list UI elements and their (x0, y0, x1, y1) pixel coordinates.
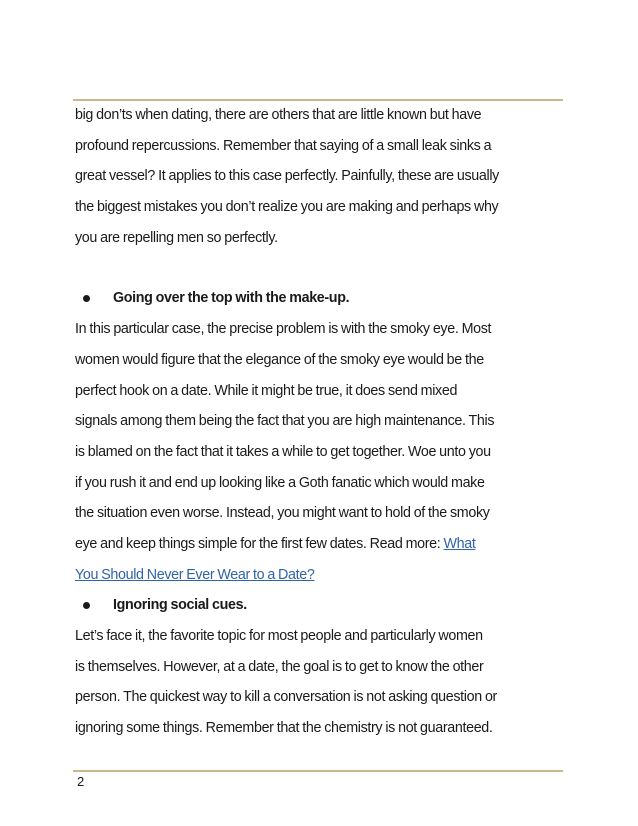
body-line: you are repelling men so perfectly. (75, 229, 278, 246)
paragraph-spacer (75, 253, 565, 283)
bullet-icon (83, 295, 90, 302)
body-line: profound repercussions. Remember that saying of a small leak sinks a (75, 137, 492, 154)
intro-paragraph (75, 100, 565, 253)
bullet-icon (83, 602, 90, 609)
body-line: is blamed on the fact that it takes a while to get together. Woe unto you (75, 443, 491, 460)
read-more-link-continued[interactable]: You Should Never Ever Wear to a Date? (75, 566, 315, 583)
body-line: In this particular case, the precise problem is with the smoky eye. Most (75, 321, 492, 338)
body-line-with-link (75, 560, 565, 591)
makeup-paragraph (75, 314, 565, 590)
section-heading-text: Going over the top with the make-up. (113, 290, 350, 307)
body-line: big don’ts when dating, there are others that are little known but have (75, 107, 482, 123)
bottom-rule (73, 770, 563, 772)
page-number: 2 (77, 774, 85, 789)
read-more-link[interactable]: What (443, 535, 476, 552)
body-line: women would figure that the elegance of the smoky eye would be the (75, 351, 484, 368)
page-body (75, 100, 565, 744)
read-more-prefix: eye and keep things simple for the first few dates. Read more: (75, 535, 444, 552)
body-line: the biggest mistakes you don’t realize you are making and perhaps why (75, 199, 499, 216)
body-line: ignoring some things. Remember that the chemistry is not guaranteed. (75, 720, 493, 737)
body-line: the situation even worse. Instead, you might want to hold of the smoky (75, 505, 490, 522)
social-cues-paragraph (75, 621, 565, 744)
body-line: Let’s face it, the favorite topic for most people and particularly women (75, 628, 483, 644)
section-heading-social-cues (75, 590, 565, 621)
body-line: person. The quickest way to kill a conversation is not asking question or (75, 689, 497, 706)
body-line: signals among them being the fact that you are high maintenance. This (75, 413, 495, 430)
body-line: perfect hook on a date. While it might be true, it does send mixed (75, 382, 458, 399)
section-heading-makeup (75, 283, 565, 314)
body-line: great vessel? It applies to this case perfectly. Painfully, these are usually (75, 168, 499, 185)
section-heading-text: Ignoring social cues. (113, 597, 247, 614)
body-line: if you rush it and end up looking like a Goth fanatic which would make (75, 474, 485, 491)
body-line: is themselves. However, at a date, the goal is to get to know the other (75, 658, 484, 675)
body-line-with-link (75, 529, 565, 560)
